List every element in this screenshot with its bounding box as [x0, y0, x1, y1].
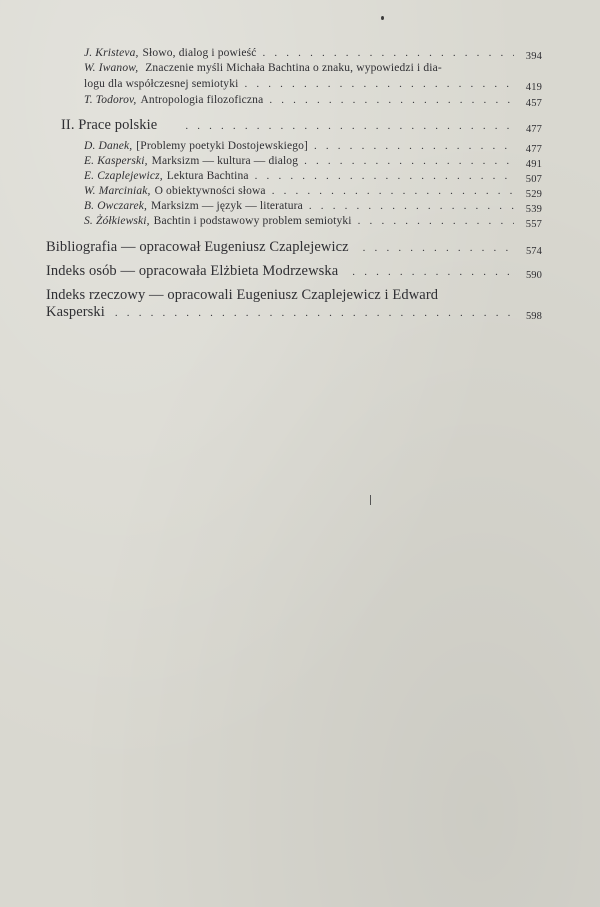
entry-page-number: 477: [525, 144, 542, 155]
toc-entry-zolkiewski: [84, 215, 542, 230]
toc-entry-kristeva: [84, 47, 542, 62]
entry-author: B. Owczarek,: [84, 200, 148, 212]
entry-page-number: 477: [525, 124, 542, 135]
toc-entry-indeks-rzeczowy-line1: [46, 287, 438, 304]
entry-title: Bibliografia — opracował Eugeniusz Czaplejewicz: [46, 239, 349, 255]
dot-leader: [352, 266, 514, 278]
entry-author: W. Iwanow,: [84, 62, 139, 74]
entry-page-number: 457: [525, 98, 542, 109]
entry-page-number: 598: [525, 311, 542, 322]
entry-page-number: 394: [525, 51, 542, 62]
section-title: II. Prace polskie: [61, 117, 158, 133]
entry-title: Marksizm — język — literatura: [151, 200, 303, 212]
entry-title-line1: Znaczenie myśli Michała Bachtina o znaku, wypowiedzi i dia-: [145, 62, 442, 74]
dot-leader: [309, 200, 514, 212]
entry-title: Antropologia filozoficzna: [140, 94, 264, 106]
toc-entry-owczarek: [84, 200, 542, 215]
entry-author: T. Todorov,: [84, 94, 137, 106]
dot-leader: [244, 78, 514, 90]
entry-author: S. Żółkiewski,: [84, 215, 150, 227]
entry-title: [Problemy poetyki Dostojewskiego]: [136, 140, 308, 152]
dot-leader: [269, 94, 514, 106]
dot-leader: [262, 47, 514, 59]
entry-page-number: 590: [525, 270, 542, 281]
entry-title: Bachtin i podstawowy problem semiotyki: [153, 215, 352, 227]
entry-author: W. Marciniak,: [84, 185, 151, 197]
print-speck: [381, 16, 384, 20]
dot-leader: [358, 215, 514, 227]
entry-author: J. Kristeva,: [84, 47, 139, 59]
entry-page-number: 574: [525, 246, 542, 257]
toc-entry-czaplejewicz: [84, 170, 542, 185]
entry-author: E. Czaplejewicz,: [84, 170, 163, 182]
entry-page-number: 419: [525, 82, 542, 93]
entry-page-number: 557: [525, 219, 542, 230]
toc-entry-iwanow-line2: [84, 78, 542, 93]
entry-author: D. Danek,: [84, 140, 133, 152]
entry-page-number: 507: [525, 174, 542, 185]
entry-title-line1: Indeks rzeczowy — opracowali Eugeniusz Czaplejewicz i Edward: [46, 287, 439, 303]
entry-title: O obiektywności słowa: [154, 185, 266, 197]
toc-entry-marciniak: [84, 185, 542, 200]
dot-leader: [255, 170, 514, 182]
entry-page-number: 539: [525, 204, 542, 215]
entry-title: Marksizm — kultura — dialog: [151, 155, 299, 167]
toc-section-prace-polskie: [61, 117, 542, 134]
entry-title: Indeks osób — opracowała Elżbieta Modrzewska: [46, 263, 339, 279]
toc-entry-iwanow-line1: [84, 62, 442, 74]
dot-leader: [314, 140, 514, 152]
toc-entry-indeks-osob: [46, 263, 542, 280]
entry-page-number: 529: [525, 189, 542, 200]
entry-title: Lektura Bachtina: [166, 170, 249, 182]
toc-entry-indeks-rzeczowy-line2: [46, 304, 542, 321]
toc-entry-kasperski: [84, 155, 542, 170]
dot-leader: [115, 307, 514, 319]
dot-leader: [304, 155, 514, 167]
toc-entry-bibliografia: [46, 239, 542, 256]
toc-entry-todorov: [84, 94, 542, 109]
entry-title-line2: Kasperski: [46, 304, 105, 320]
entry-title: Słowo, dialog i powieść: [142, 47, 257, 59]
paper-mark: [370, 495, 371, 505]
entry-author: E. Kasperski,: [84, 155, 148, 167]
dot-leader: [363, 242, 514, 254]
entry-title-line2: logu dla współczesnej semiotyki: [84, 78, 239, 90]
dot-leader: [272, 185, 514, 197]
entry-page-number: 491: [525, 159, 542, 170]
dot-leader: [185, 120, 514, 132]
toc-entry-danek: [84, 140, 542, 155]
